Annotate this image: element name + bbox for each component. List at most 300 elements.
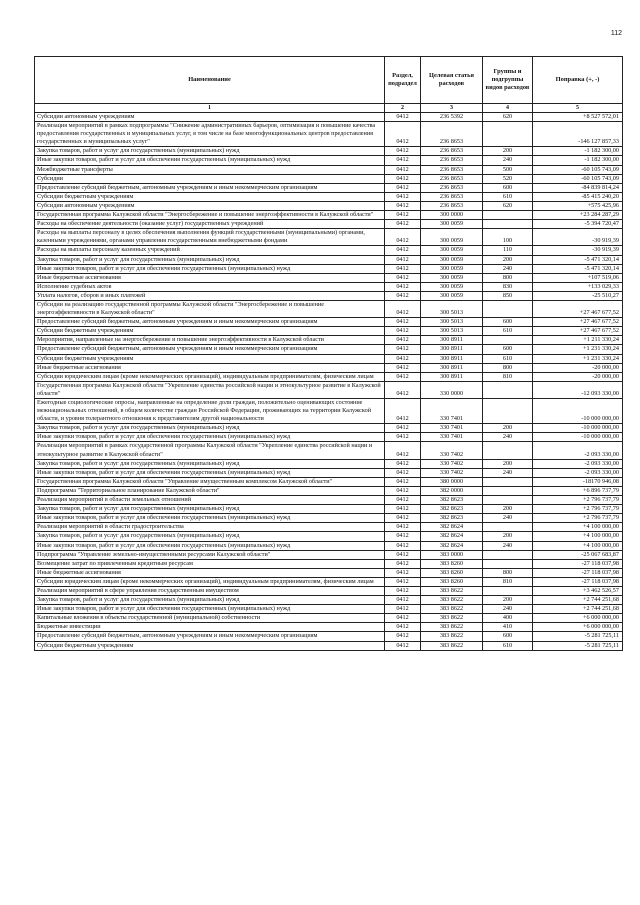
row-article-cell: 330 7402 (421, 459, 483, 468)
table-row (35, 632, 623, 641)
row-name-cell: Исполнение судебных актов (35, 282, 385, 291)
row-section-cell: 0412 (385, 113, 421, 122)
row-name-cell: Бюджетные инвестиции (35, 623, 385, 632)
row-article-cell: 383 8260 (421, 577, 483, 586)
table-row (35, 122, 623, 147)
row-article-cell: 382 0000 (421, 486, 483, 495)
row-article-cell: 383 8622 (421, 605, 483, 614)
row-article-cell: 300 5013 (421, 300, 483, 317)
table-row (35, 291, 623, 300)
row-name-cell: Реализация мероприятий в области земельных отношений (35, 496, 385, 505)
table-row (35, 165, 623, 174)
table-row (35, 605, 623, 614)
row-article-cell: 300 0059 (421, 264, 483, 273)
row-section-cell: 0412 (385, 477, 421, 486)
row-amount-cell: -2 093 330,00 (533, 442, 623, 459)
column-number: 3 (421, 104, 483, 113)
row-section-cell: 0412 (385, 381, 421, 398)
row-group-cell: 800 (483, 568, 533, 577)
row-name-cell: Предоставление субсидий бюджетным, автономным учреждениям и иным некоммерческим организациям (35, 318, 385, 327)
row-group-cell (483, 496, 533, 505)
row-article-cell: 236 5392 (421, 113, 483, 122)
row-group-cell: 240 (483, 541, 533, 550)
row-group-cell: 500 (483, 165, 533, 174)
row-group-cell: 240 (483, 605, 533, 614)
row-group-cell: 200 (483, 147, 533, 156)
row-name-cell: Подпрограмма "Управление земельно-имущественными ресурсами Калужской области" (35, 550, 385, 559)
row-article-cell: 300 0059 (421, 282, 483, 291)
table-row (35, 372, 623, 381)
row-section-cell: 0412 (385, 174, 421, 183)
row-name-cell: Реализация мероприятий в рамках государственной программы Калужской области "Укрепление единства российской нации и этнокультурное развитие в Калужской области" (35, 442, 385, 459)
row-section-cell: 0412 (385, 363, 421, 372)
row-article-cell: 300 0059 (421, 246, 483, 255)
row-amount-cell: -60 105 743,09 (533, 165, 623, 174)
row-section-cell: 0412 (385, 605, 421, 614)
table-row (35, 255, 623, 264)
row-name-cell: Закупка товаров, работ и услуг для государственных (муниципальных) нужд (35, 424, 385, 433)
table-row (35, 468, 623, 477)
row-name-cell: Расходы на обеспечение деятельности (оказание услуг) государственных учреждений (35, 220, 385, 229)
row-article-cell: 382 8623 (421, 514, 483, 523)
row-amount-cell: -5 471 320,14 (533, 264, 623, 273)
row-amount-cell: +1 231 330,24 (533, 345, 623, 354)
row-amount-cell: +6 000 000,00 (533, 614, 623, 623)
table-row (35, 399, 623, 424)
row-group-cell (483, 442, 533, 459)
row-amount-cell: -146 127 857,33 (533, 122, 623, 147)
table-row (35, 220, 623, 229)
row-group-cell: 600 (483, 632, 533, 641)
row-name-cell: Предоставление субсидий бюджетным, автономным учреждениям и иным некоммерческим организациям (35, 183, 385, 192)
row-article-cell: 300 0000 (421, 211, 483, 220)
row-amount-cell: +2 796 737,79 (533, 505, 623, 514)
table-row (35, 550, 623, 559)
table-row (35, 505, 623, 514)
row-section-cell: 0412 (385, 632, 421, 641)
row-section-cell: 0412 (385, 541, 421, 550)
table-row (35, 336, 623, 345)
row-article-cell: 300 0059 (421, 291, 483, 300)
row-section-cell: 0412 (385, 424, 421, 433)
row-group-cell: 610 (483, 327, 533, 336)
table-row (35, 577, 623, 586)
row-article-cell: 382 8623 (421, 505, 483, 514)
row-group-cell (483, 477, 533, 486)
row-section-cell: 0412 (385, 372, 421, 381)
row-article-cell: 236 8653 (421, 201, 483, 210)
table-row (35, 514, 623, 523)
row-section-cell: 0412 (385, 246, 421, 255)
row-group-cell: 620 (483, 113, 533, 122)
table-row (35, 623, 623, 632)
row-group-cell: 410 (483, 623, 533, 632)
row-amount-cell: -25 067 683,87 (533, 550, 623, 559)
row-group-cell: 600 (483, 318, 533, 327)
row-section-cell: 0412 (385, 345, 421, 354)
row-amount-cell: -10 000 000,00 (533, 433, 623, 442)
row-group-cell: 240 (483, 514, 533, 523)
row-article-cell: 300 8911 (421, 336, 483, 345)
table-row (35, 282, 623, 291)
row-amount-cell: +2 796 737,79 (533, 496, 623, 505)
row-section-cell: 0412 (385, 442, 421, 459)
row-article-cell: 383 8622 (421, 623, 483, 632)
row-group-cell (483, 523, 533, 532)
row-section-cell: 0412 (385, 300, 421, 317)
row-group-cell: 610 (483, 192, 533, 201)
row-article-cell: 383 8622 (421, 641, 483, 650)
row-group-cell: 200 (483, 424, 533, 433)
row-name-cell: Субсидии бюджетным учреждениям (35, 354, 385, 363)
row-name-cell: Иные бюджетные ассигнования (35, 273, 385, 282)
table-row (35, 201, 623, 210)
row-name-cell: Иные закупки товаров, работ и услуг для обеспечения государственных (муниципальных) нужд (35, 514, 385, 523)
row-article-cell: 383 8622 (421, 586, 483, 595)
table-row (35, 486, 623, 495)
row-section-cell: 0412 (385, 468, 421, 477)
table-row (35, 477, 623, 486)
table-row (35, 496, 623, 505)
table-row (35, 246, 623, 255)
row-article-cell: 236 8653 (421, 122, 483, 147)
column-number: 1 (35, 104, 385, 113)
row-article-cell: 383 8260 (421, 559, 483, 568)
row-section-cell: 0412 (385, 623, 421, 632)
row-amount-cell: +107 519,06 (533, 273, 623, 282)
header-group: Группы и подгруппы видов расходов (483, 57, 533, 104)
row-section-cell: 0412 (385, 550, 421, 559)
table-row (35, 345, 623, 354)
row-name-cell: Реализация мероприятий в рамках подпрограммы "Снижение административных барьеров, оптимизация и повышение качества предоставления государственных и муниципальных услуг, в том числе на базе многофункциональных центров предоставления государственных и муниципальных услуг" (35, 122, 385, 147)
row-article-cell: 383 8622 (421, 632, 483, 641)
row-section-cell: 0412 (385, 211, 421, 220)
row-section-cell: 0412 (385, 273, 421, 282)
table-row (35, 300, 623, 317)
row-name-cell: Предоставление субсидий бюджетным, автономным учреждениям и иным некоммерческим организациям (35, 345, 385, 354)
row-section-cell: 0412 (385, 336, 421, 345)
row-amount-cell: -30 919,39 (533, 229, 623, 246)
row-group-cell: 200 (483, 505, 533, 514)
row-name-cell: Закупка товаров, работ и услуг для государственных (муниципальных) нужд (35, 596, 385, 605)
row-section-cell: 0412 (385, 282, 421, 291)
row-section-cell: 0412 (385, 255, 421, 264)
row-section-cell: 0412 (385, 641, 421, 650)
table-row (35, 532, 623, 541)
table-row (35, 327, 623, 336)
row-article-cell: 382 8624 (421, 532, 483, 541)
row-name-cell: Субсидии автономным учреждениям (35, 113, 385, 122)
header-section: Раздел, подраздел (385, 57, 421, 104)
row-group-cell: 810 (483, 372, 533, 381)
row-article-cell: 300 0059 (421, 255, 483, 264)
row-article-cell: 300 5013 (421, 318, 483, 327)
row-amount-cell: -5 394 720,47 (533, 220, 623, 229)
row-group-cell: 810 (483, 577, 533, 586)
table-header-row (35, 57, 623, 104)
row-amount-cell: -27 118 037,98 (533, 559, 623, 568)
row-name-cell: Иные закупки товаров, работ и услуг для обеспечения государственных (муниципальных) нужд (35, 468, 385, 477)
row-amount-cell: -12 093 330,00 (533, 381, 623, 398)
row-group-cell: 610 (483, 354, 533, 363)
row-article-cell: 383 8260 (421, 568, 483, 577)
table-row (35, 586, 623, 595)
row-section-cell: 0412 (385, 399, 421, 424)
row-article-cell: 330 7402 (421, 442, 483, 459)
row-section-cell: 0412 (385, 568, 421, 577)
row-article-cell: 383 8622 (421, 596, 483, 605)
row-group-cell (483, 300, 533, 317)
row-name-cell: Капитальные вложения в объекты государственной (муниципальной) собственности (35, 614, 385, 623)
row-article-cell: 383 0000 (421, 550, 483, 559)
row-name-cell: Расходы на выплаты персоналу в целях обеспечения выполнения функций государственными (муниципальными) органами, казенными учреждениями, органами управления государственными внебюджетными фондами (35, 229, 385, 246)
row-group-cell: 240 (483, 264, 533, 273)
row-article-cell: 382 8624 (421, 523, 483, 532)
row-amount-cell: +2 744 251,68 (533, 596, 623, 605)
row-name-cell: Государственная программа Калужской области "Энергосбережение и повышение энергоэффективности в Калужской области" (35, 211, 385, 220)
row-group-cell: 830 (483, 282, 533, 291)
row-section-cell: 0412 (385, 559, 421, 568)
row-name-cell: Субсидии на реализацию государственной программы Калужской области "Энергосбережение и повышение энергоэффективности в Калужской области" (35, 300, 385, 317)
row-article-cell: 300 8911 (421, 354, 483, 363)
row-article-cell: 236 8653 (421, 192, 483, 201)
row-group-cell: 200 (483, 596, 533, 605)
row-section-cell: 0412 (385, 614, 421, 623)
row-name-cell: Закупка товаров, работ и услуг для государственных (муниципальных) нужд (35, 147, 385, 156)
row-article-cell: 382 8624 (421, 541, 483, 550)
row-section-cell: 0412 (385, 586, 421, 595)
row-amount-cell: -20 000,00 (533, 363, 623, 372)
row-name-cell: Возмещение затрат по привлеченным кредитным ресурсам (35, 559, 385, 568)
row-name-cell: Иные закупки товаров, работ и услуг для обеспечения государственных (муниципальных) нужд (35, 264, 385, 273)
row-article-cell: 300 8911 (421, 372, 483, 381)
row-name-cell: Межбюджетные трансферты (35, 165, 385, 174)
row-section-cell: 0412 (385, 147, 421, 156)
row-name-cell: Закупка товаров, работ и услуг для государственных (муниципальных) нужд (35, 532, 385, 541)
table-row (35, 459, 623, 468)
row-amount-cell: -85 415 240,20 (533, 192, 623, 201)
row-amount-cell: +4 100 000,00 (533, 523, 623, 532)
row-article-cell: 300 5013 (421, 327, 483, 336)
row-article-cell: 236 8653 (421, 147, 483, 156)
row-amount-cell: +1 231 330,24 (533, 354, 623, 363)
row-name-cell: Иные закупки товаров, работ и услуг для обеспечения государственных (муниципальных) нужд (35, 605, 385, 614)
table-row (35, 147, 623, 156)
row-amount-cell: -27 118 037,98 (533, 577, 623, 586)
table-row (35, 174, 623, 183)
row-group-cell: 240 (483, 156, 533, 165)
table-row (35, 354, 623, 363)
header-name: Наименование (35, 57, 385, 104)
row-group-cell: 520 (483, 174, 533, 183)
row-group-cell (483, 381, 533, 398)
row-name-cell: Субсидии бюджетным учреждениям (35, 327, 385, 336)
table-row (35, 156, 623, 165)
header-article: Целевая статья расходов (421, 57, 483, 104)
budget-table (34, 56, 623, 651)
row-amount-cell: +6 000 000,00 (533, 623, 623, 632)
row-amount-cell: +8 527 572,01 (533, 113, 623, 122)
table-row (35, 273, 623, 282)
row-group-cell: 240 (483, 468, 533, 477)
row-group-cell (483, 220, 533, 229)
row-name-cell: Мероприятия, направленные на энергосбережение и повышение энергоэффективности в Калужской области (35, 336, 385, 345)
row-name-cell: Иные закупки товаров, работ и услуг для обеспечения государственных (муниципальных) нужд (35, 156, 385, 165)
row-name-cell: Субсидии автономным учреждениям (35, 201, 385, 210)
row-group-cell (483, 211, 533, 220)
header-amount: Поправка (+, -) (533, 57, 623, 104)
row-section-cell: 0412 (385, 459, 421, 468)
row-group-cell: 200 (483, 459, 533, 468)
row-amount-cell: -25 510,27 (533, 291, 623, 300)
table-row (35, 211, 623, 220)
row-article-cell: 300 0059 (421, 229, 483, 246)
row-amount-cell: +4 100 000,00 (533, 532, 623, 541)
row-group-cell (483, 486, 533, 495)
row-amount-cell: +6 896 737,79 (533, 486, 623, 495)
row-section-cell: 0412 (385, 505, 421, 514)
row-section-cell: 0412 (385, 122, 421, 147)
column-number: 4 (483, 104, 533, 113)
row-section-cell: 0412 (385, 156, 421, 165)
row-article-cell: 300 0059 (421, 220, 483, 229)
row-name-cell: Иные бюджетные ассигнования (35, 568, 385, 577)
row-amount-cell: -2 093 330,00 (533, 459, 623, 468)
row-section-cell: 0412 (385, 327, 421, 336)
table-row (35, 318, 623, 327)
row-section-cell: 0412 (385, 229, 421, 246)
row-group-cell: 610 (483, 641, 533, 650)
row-name-cell: Иные закупки товаров, работ и услуг для обеспечения государственных (муниципальных) нужд (35, 433, 385, 442)
row-group-cell: 620 (483, 201, 533, 210)
row-amount-cell: +2 796 737,79 (533, 514, 623, 523)
row-amount-cell: -10 000 000,00 (533, 399, 623, 424)
row-name-cell: Предоставление субсидий бюджетным, автономным учреждениям и иным некоммерческим организациям (35, 632, 385, 641)
row-amount-cell: -20 000,00 (533, 372, 623, 381)
row-amount-cell: -10 000 000,00 (533, 424, 623, 433)
column-number: 5 (533, 104, 623, 113)
row-section-cell: 0412 (385, 532, 421, 541)
row-section-cell: 0412 (385, 220, 421, 229)
row-section-cell: 0412 (385, 514, 421, 523)
row-amount-cell: -60 105 743,09 (533, 174, 623, 183)
row-name-cell: Субсидии юридическим лицам (кроме некоммерческих организаций), индивидуальным предпринимателям, физическим лицам (35, 372, 385, 381)
row-article-cell: 236 8653 (421, 174, 483, 183)
row-group-cell: 200 (483, 532, 533, 541)
row-amount-cell: -1 182 300,00 (533, 156, 623, 165)
row-group-cell: 400 (483, 614, 533, 623)
row-article-cell: 236 8653 (421, 165, 483, 174)
row-group-cell: 600 (483, 345, 533, 354)
table-row (35, 541, 623, 550)
row-amount-cell: -30 919,39 (533, 246, 623, 255)
row-amount-cell: -84 839 814,24 (533, 183, 623, 192)
table-row (35, 433, 623, 442)
table-row (35, 559, 623, 568)
page-number: 112 (610, 30, 622, 37)
row-amount-cell: -27 118 037,98 (533, 568, 623, 577)
row-group-cell: 800 (483, 273, 533, 282)
table-row (35, 424, 623, 433)
row-section-cell: 0412 (385, 201, 421, 210)
row-name-cell: Закупка товаров, работ и услуг для государственных (муниципальных) нужд (35, 459, 385, 468)
row-group-cell: 240 (483, 433, 533, 442)
row-name-cell: Уплата налогов, сборов и иных платежей (35, 291, 385, 300)
row-group-cell (483, 586, 533, 595)
row-name-cell: Закупка товаров, работ и услуг для государственных (муниципальных) нужд (35, 505, 385, 514)
row-article-cell: 382 8623 (421, 496, 483, 505)
row-article-cell: 330 0000 (421, 381, 483, 398)
row-group-cell: 600 (483, 183, 533, 192)
row-name-cell: Государственная программа Калужской области "Укрепление единства российской нации и этнокультурное развитие в Калужской области" (35, 381, 385, 398)
row-group-cell: 850 (483, 291, 533, 300)
row-section-cell: 0412 (385, 183, 421, 192)
row-name-cell: Подпрограмма "Территориальное планирование Калужской области" (35, 486, 385, 495)
table-row (35, 568, 623, 577)
table-row (35, 363, 623, 372)
row-name-cell: Закупка товаров, работ и услуг для государственных (муниципальных) нужд (35, 255, 385, 264)
table-row (35, 192, 623, 201)
row-amount-cell: -18170 946,08 (533, 477, 623, 486)
row-group-cell: 100 (483, 229, 533, 246)
row-article-cell: 383 8622 (421, 614, 483, 623)
row-article-cell: 330 7401 (421, 424, 483, 433)
table-row (35, 183, 623, 192)
row-section-cell: 0412 (385, 291, 421, 300)
row-amount-cell: +3 462 526,57 (533, 586, 623, 595)
row-section-cell: 0412 (385, 486, 421, 495)
row-amount-cell: +27 467 677,52 (533, 300, 623, 317)
row-article-cell: 236 8653 (421, 156, 483, 165)
row-name-cell: Субсидии бюджетным учреждениям (35, 192, 385, 201)
row-article-cell: 300 8911 (421, 345, 483, 354)
row-amount-cell: +27 467 677,52 (533, 327, 623, 336)
row-name-cell: Государственная программа Калужской области "Управление имущественным комплексом Калужской области" (35, 477, 385, 486)
table-row (35, 264, 623, 273)
row-amount-cell: -1 182 300,00 (533, 147, 623, 156)
row-amount-cell: -5 471 320,14 (533, 255, 623, 264)
row-name-cell: Субсидии (35, 174, 385, 183)
row-article-cell: 236 8653 (421, 183, 483, 192)
row-group-cell (483, 122, 533, 147)
row-amount-cell: +133 029,33 (533, 282, 623, 291)
row-name-cell: Реализация мероприятий в области градостроительства (35, 523, 385, 532)
row-section-cell: 0412 (385, 354, 421, 363)
row-amount-cell: +1 211 330,24 (533, 336, 623, 345)
row-name-cell: Ежегодные социологические опросы, направленные на определение доли граждан, положительно оценивающих состояние межнациональных отношений, в общем количестве граждан Российской Федерации, проживающих на территории Калужской области, и уровня толерантного отношения к представителям другой национальности (35, 399, 385, 424)
column-number: 2 (385, 104, 421, 113)
table-row (35, 523, 623, 532)
row-name-cell: Реализация мероприятий в сфере управления государственным имуществом (35, 586, 385, 595)
row-group-cell: 200 (483, 255, 533, 264)
row-amount-cell: -2 093 330,00 (533, 468, 623, 477)
row-name-cell: Субсидии бюджетным учреждениям (35, 641, 385, 650)
row-article-cell: 330 7401 (421, 399, 483, 424)
row-section-cell: 0412 (385, 596, 421, 605)
row-name-cell: Расходы на выплаты персоналу казенных учреждений (35, 246, 385, 255)
row-amount-cell: -5 281 725,11 (533, 632, 623, 641)
table-row (35, 113, 623, 122)
row-amount-cell: +4 100 000,00 (533, 541, 623, 550)
row-group-cell (483, 550, 533, 559)
row-name-cell: Иные бюджетные ассигнования (35, 363, 385, 372)
row-group-cell (483, 336, 533, 345)
row-section-cell: 0412 (385, 165, 421, 174)
table-column-numbers-row (35, 104, 623, 113)
table-row (35, 596, 623, 605)
row-section-cell: 0412 (385, 433, 421, 442)
row-amount-cell: -5 281 725,11 (533, 641, 623, 650)
